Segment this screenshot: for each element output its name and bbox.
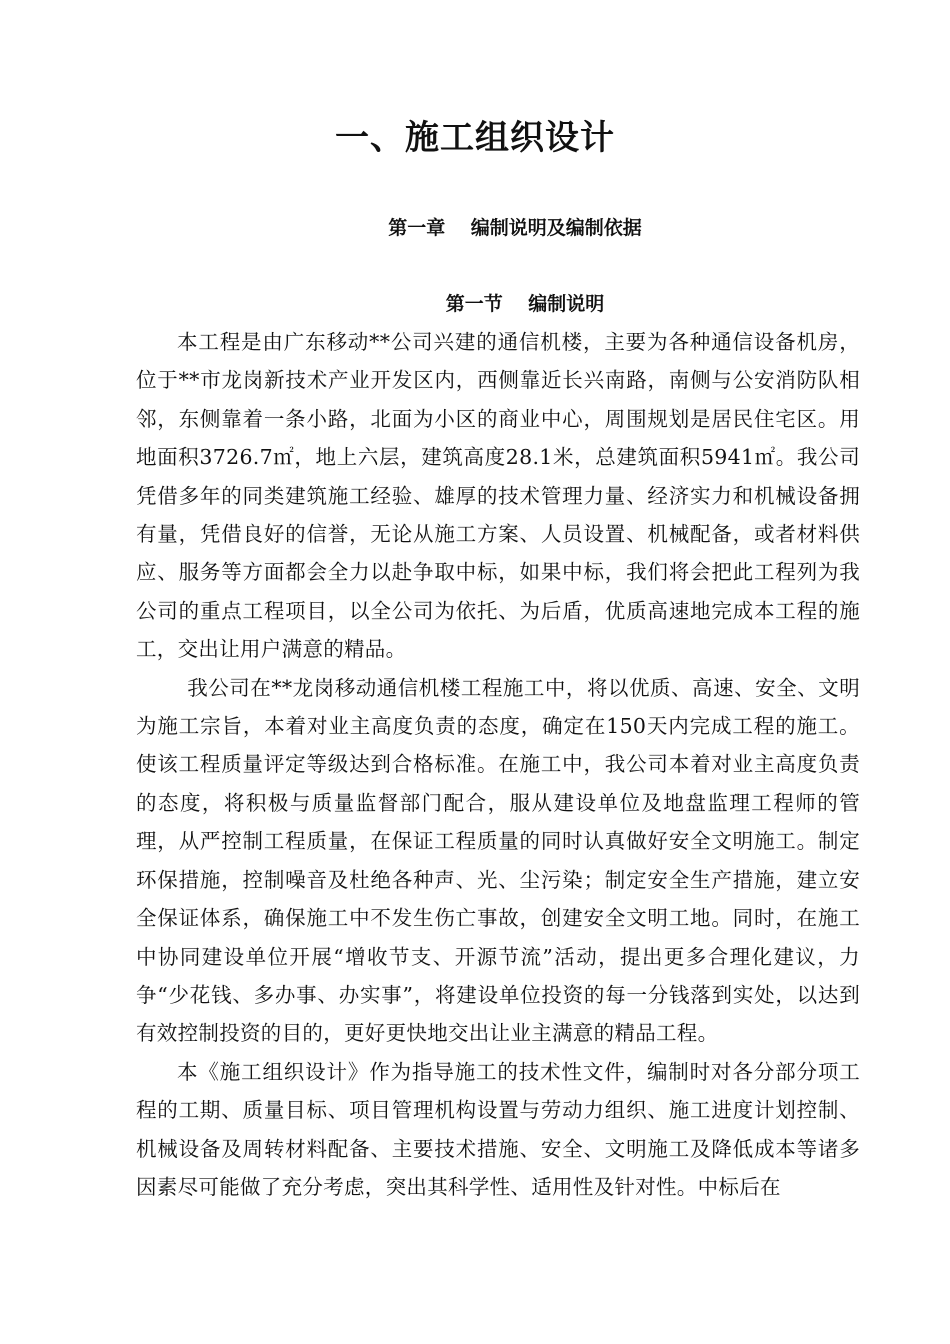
chapter-heading: 第一章 编制说明及编制依据 [388,217,642,239]
document-title: 一、施工组织设计 [335,118,615,158]
paragraph: 我公司在**龙岗移动通信机楼工程施工中，将以优质、高速、安全、文明为施工宗旨，本着对业主高度负责的态度，确定在150天内完成工程的施工。使该工程质量评定等级达到合格标准。在施工中，我公司本着对业主高度负责的态度，将积极与质量监督部门配合，服从建设单位及地盘监理工程师的管理，从严控制工程质量，在保证工程质量的同时认真做好安全文明施工。制定环保措施，控制噪音及杜绝各种声、光、尘污染；制定安全生产措施，建立安全保证体系，确保施工中不发生伤亡事故，创建安全文明工地。同时，在施工中协同建设单位开展“增收节支、开源节流”活动，提出更多合理化建议，力争“少花钱、多办事、办实事”，将建设单位投资的每一分钱落到实处，以达到有效控制投资的目的，更好更快地交出让业主满意的精品工程。 [136,675,860,1046]
body-text [136,323,860,1206]
paragraph: 本《施工组织设计》作为指导施工的技术性文件，编制时对各分部分项工程的工期、质量目标、项目管理机构设置与劳动力组织、施工进度计划控制、机械设备及周转材料配备、主要技术措施、安全、文明施工及降低成本等诸多因素尽可能做了充分考虑，突出其科学性、适用性及针对性。中标后在 [136,1059,860,1199]
section-heading: 第一节 编制说明 [445,293,605,315]
paragraph: 本工程是由广东移动**公司兴建的通信机楼，主要为各种通信设备机房，位于**市龙岗新技术产业开发区内，西侧靠近长兴南路，南侧与公安消防队相邻，东侧靠着一条小路，北面为小区的商业中心，周围规划是居民住宅区。用地面积3726.7㎡，地上六层，建筑高度28.1米，总建筑面积5941㎡。我公司凭借多年的同类建筑施工经验、雄厚的技术管理力量、经济实力和机械设备拥有量，凭借良好的信誉，无论从施工方案、人员设置、机械配备，或者材料供应、服务等方面都会全力以赴争取中标，如果中标，我们将会把此工程列为我公司的重点工程项目，以全公司为依托、为后盾，优质高速地完成本工程的施工，交出让用户满意的精品。 [136,330,860,662]
